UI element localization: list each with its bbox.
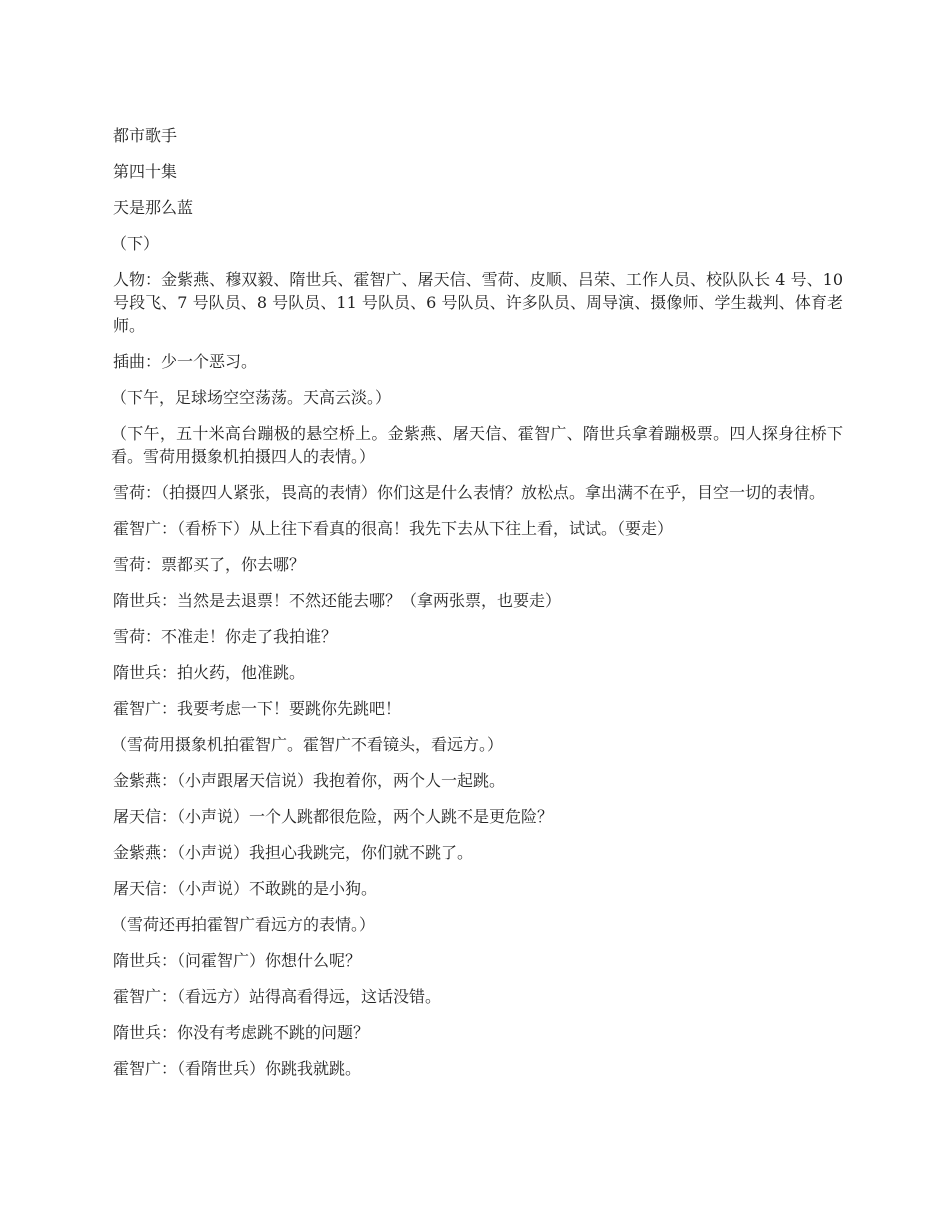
dialogue-line: 金紫燕：（小声说）我担心我跳完，你们就不跳了。	[113, 843, 474, 862]
stage-direction: （雪荷用摄象机拍霍智广。霍智广不看镜头，看远方。）	[111, 735, 504, 754]
series-title: 都市歌手	[113, 126, 178, 145]
dialogue-line: 隋世兵：（问霍智广）你想什么呢？	[113, 951, 362, 970]
dialogue-line: 霍智广：我要考虑一下！要跳你先跳吧！	[113, 699, 402, 718]
stage-direction: （下午，五十米高台蹦极的悬空桥上。金紫燕、屠天信、霍智广、隋世兵拿着蹦极票。四人探身往桥下看。雪荷用摄象机拍摄四人的表情。）	[111, 424, 843, 466]
interlude-song: 插曲：少一个恶习。	[113, 352, 258, 371]
dialogue-line: 屠天信：（小声说）一个人跳都很危险，两个人跳不是更危险？	[113, 807, 554, 826]
dialogue-line: 霍智广：（看隋世兵）你跳我就跳。	[113, 1059, 362, 1078]
dialogue-line: 雪荷：票都买了，你去哪？	[113, 555, 306, 574]
dialogue-line: 隋世兵：当然是去退票！不然还能去哪？（拿两张票，也要走）	[113, 591, 562, 610]
dialogue-line: 屠天信：（小声说）不敢跳的是小狗。	[113, 879, 378, 898]
dialogue-line: 雪荷：不准走！你走了我拍谁？	[113, 627, 338, 646]
dialogue-line: 金紫燕：（小声跟屠天信说）我抱着你，两个人一起跳。	[113, 771, 506, 790]
document-body	[113, 124, 843, 1093]
dialogue-line: 隋世兵：你没有考虑跳不跳的问题？	[113, 1023, 370, 1042]
episode-title: 天是那么蓝	[113, 198, 194, 217]
dialogue-line: 隋世兵：拍火药，他准跳。	[113, 663, 306, 682]
stage-direction: （雪荷还再拍霍智广看远方的表情。）	[111, 915, 376, 934]
cast-list: 人物：金紫燕、穆双毅、隋世兵、霍智广、屠天信、雪荷、皮顺、吕荣、工作人员、校队队长 4 号、10 号段飞、7 号队员、8 号队员、11 号队员、6 号队员、许多队员、周导演、摄像师、学生裁判、体育老师。	[113, 270, 843, 335]
dialogue-line: 雪荷：（拍摄四人紧张，畏高的表情）你们这是什么表情？放松点。拿出满不在乎，目空一切的表情。	[113, 483, 826, 502]
dialogue-line: 霍智广：（看桥下）从上往下看真的很高！我先下去从下往上看，试试。（要走）	[113, 519, 674, 538]
dialogue-line: 霍智广：（看远方）站得高看得远，这话没错。	[113, 987, 442, 1006]
stage-direction: （下午，足球场空空荡荡。天高云淡。）	[111, 388, 392, 407]
episode-number: 第四十集	[113, 162, 178, 181]
episode-part: （下）	[111, 234, 160, 253]
